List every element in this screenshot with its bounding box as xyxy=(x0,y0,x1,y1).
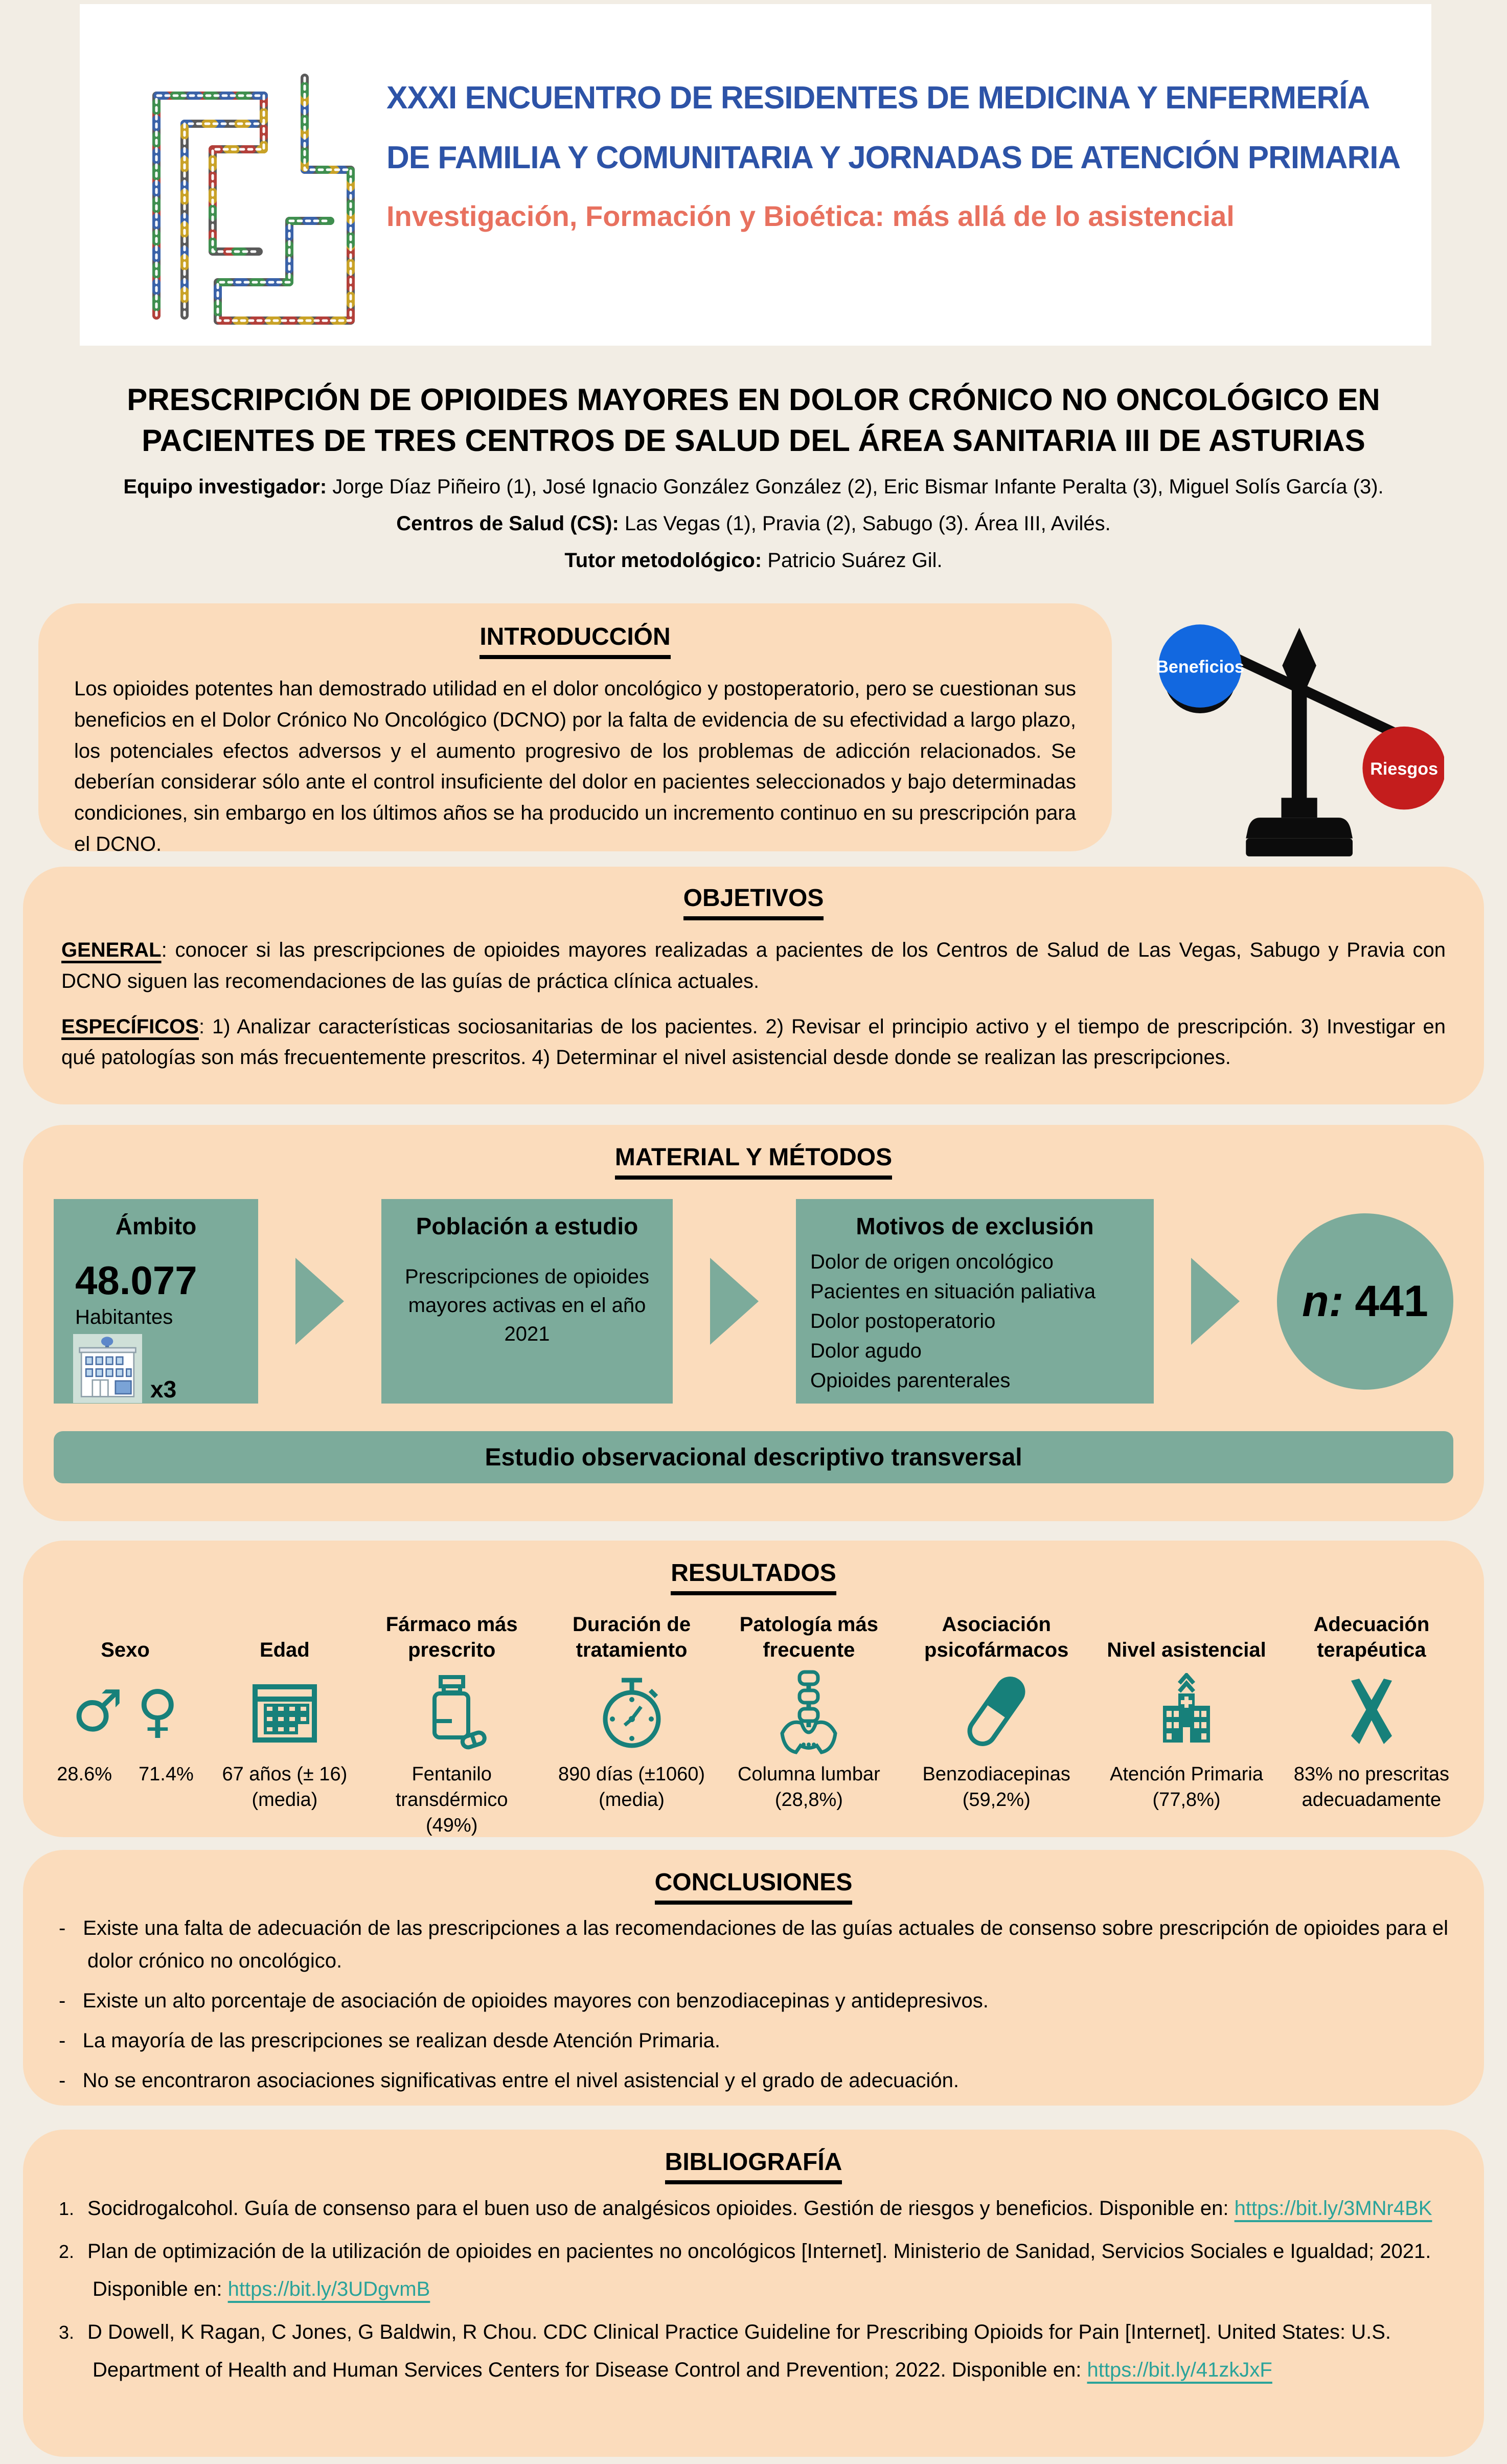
result-col-asociacion xyxy=(904,1609,1088,1838)
credit-team-label: Equipo investigador: xyxy=(123,476,333,498)
asociacion-value: Benzodiacepinas (59,2%) xyxy=(922,1764,1070,1811)
general-label: GENERAL xyxy=(61,939,162,961)
flow-arrow-icon xyxy=(295,1258,344,1345)
methods-flow xyxy=(54,1199,1453,1404)
sample-size-value: 441 xyxy=(1355,1276,1428,1326)
resultados-heading: RESULTADOS xyxy=(671,1559,836,1595)
exclusion-list xyxy=(810,1247,1139,1395)
reference-link[interactable]: https://bit.ly/41zkJxF xyxy=(1087,2359,1272,2381)
edad-value: 67 años (± 16) (media) xyxy=(222,1764,348,1811)
male-icon: ♂ xyxy=(72,1678,124,1745)
ambito-title: Ámbito xyxy=(115,1213,197,1239)
bibliografia-heading: BIBLIOGRAFÍA xyxy=(665,2148,842,2184)
result-col-edad xyxy=(216,1609,354,1838)
flow-arrow-icon xyxy=(710,1258,759,1345)
sexo-header: Sexo xyxy=(101,1639,150,1661)
maze-rope-logo-icon xyxy=(136,64,361,331)
objetivos-especificos xyxy=(61,1011,1446,1074)
ambito-box xyxy=(54,1199,258,1404)
beneficios-label: Beneficios xyxy=(1156,657,1245,677)
introduccion-text: Los opioides potentes han demostrado utilidad en el dolor oncológico y postoperatorio, pero se cuestionan sus beneficios en el Dolor Crónico No Oncológico (DCNO) por la falta de evidencia de su efectividad a largo plazo, los potenciales efectos adversos y el aumento progresivo de los problemas de adicción relacionados. Se deberían considerar sólo ante el control insuficiente del dolor en pacientes seleccionados y bajo determinadas condiciones, sin embargo en los últimos años se ha producido un incremento continuo en su prescripción para el DCNO. xyxy=(74,677,1076,855)
capsule-icon xyxy=(958,1670,1035,1752)
congress-subtitle: Investigación, Formación y Bioética: más allá de lo asistencial xyxy=(386,200,1235,232)
poster-title-line2: PACIENTES DE TRES CENTROS DE SALUD DEL ÁREA SANITARIA III DE ASTURIAS xyxy=(142,423,1365,458)
congress-title-line1: XXXI ENCUENTRO DE RESIDENTES DE MEDICINA Y ENFERMERÍA xyxy=(386,80,1370,116)
study-design-bar: Estudio observacional descriptivo transversal xyxy=(54,1431,1453,1483)
section-conclusiones xyxy=(23,1850,1484,2106)
reference-number: 3. xyxy=(59,2322,75,2343)
section-resultados xyxy=(23,1541,1484,1837)
exclusion-item: Pacientes en situación paliativa xyxy=(810,1280,1096,1303)
reference-item xyxy=(59,2313,1448,2389)
motivos-exclusion-box xyxy=(796,1199,1154,1404)
reference-text: D Dowell, K Ragan, C Jones, G Baldwin, R Chou. CDC Clinical Practice Guideline for Prescribing Opioids for Pain [Internet]. United States: U.S. Department of Health and Human Services Centers for Disease Control and Prevention; 2022. Disponible en: xyxy=(87,2321,1391,2381)
balance-scale-icon xyxy=(1137,583,1444,862)
edad-header: Edad xyxy=(259,1639,310,1661)
hospital-building-icon xyxy=(1151,1673,1222,1750)
sample-size-label: n: xyxy=(1302,1276,1344,1326)
population-count: 48.077 xyxy=(75,1258,197,1303)
credits xyxy=(0,468,1507,579)
reference-item xyxy=(59,2232,1448,2308)
metodos-heading: MATERIAL Y MÉTODOS xyxy=(615,1143,892,1180)
calendar-icon xyxy=(249,1676,321,1747)
adecuacion-header: Adecuación terapéutica xyxy=(1313,1613,1430,1661)
stopwatch-icon xyxy=(596,1673,668,1750)
especificos-text: : 1) Analizar características sociosanitarias de los pacientes. 2) Revisar el principio activo y el tiempo de prescripción. 3) Investigar en qué patologías son más frecuentemente prescritos. 4) Determinar el nivel asistencial desde donde se realizan las prescripciones. xyxy=(61,1015,1446,1069)
riesgos-label: Riesgos xyxy=(1370,759,1438,779)
duracion-value: 890 días (±1060) (media) xyxy=(558,1764,705,1811)
result-col-nivel xyxy=(1102,1609,1271,1838)
section-objetivos xyxy=(23,867,1484,1104)
reference-item xyxy=(59,2189,1448,2227)
reference-link[interactable]: https://bit.ly/3MNr4BK xyxy=(1234,2197,1432,2220)
flow-arrow-icon xyxy=(1191,1258,1240,1345)
objetivo-general xyxy=(61,935,1446,997)
section-material-metodos xyxy=(23,1125,1484,1521)
congress-titles xyxy=(386,80,1414,233)
credit-team-text: Jorge Díaz Piñeiro (1), José Ignacio González González (2), Eric Bismar Infante Peralta (3), Miguel Solís García (3). xyxy=(332,476,1384,498)
patologia-value: Columna lumbar (28,8%) xyxy=(737,1764,880,1811)
female-percentage: 71.4% xyxy=(139,1764,194,1785)
asociacion-header: Asociación psicofármacos xyxy=(924,1613,1069,1661)
exclusion-title: Motivos de exclusión xyxy=(856,1213,1094,1239)
credit-centers xyxy=(0,505,1507,542)
farmaco-header: Fármaco más prescrito xyxy=(385,1613,518,1661)
reference-link[interactable]: https://bit.ly/3UDgvmB xyxy=(227,2278,430,2300)
exclusion-item: Opioides parenterales xyxy=(810,1369,1011,1392)
poster-title-line1: PRESCRIPCIÓN DE OPIOIDES MAYORES EN DOLOR CRÓNICO NO ONCOLÓGICO EN xyxy=(127,382,1380,417)
conclusion-item: - Existe una falta de adecuación de las prescripciones a las recomendaciones de las guías actuales de consenso sobre prescripción de opioides para el dolor crónico no oncológico. xyxy=(59,1912,1448,1977)
introduccion-heading: INTRODUCCIÓN xyxy=(480,623,670,659)
sample-size-circle xyxy=(1277,1213,1453,1390)
population-unit: Habitantes xyxy=(75,1306,173,1328)
reference-text: Socidrogalcohol. Guía de consenso para el buen uso de analgésicos opioides. Gestión de riesgos y beneficios. Disponible en: xyxy=(87,2197,1235,2220)
especificos-label: ESPECÍFICOS xyxy=(61,1015,199,1038)
congress-title-line2: DE FAMILIA Y COMUNITARIA Y JORNADAS DE ATENCIÓN PRIMARIA xyxy=(386,140,1401,175)
poblacion-box xyxy=(381,1199,673,1404)
results-row xyxy=(49,1609,1458,1838)
reference-text: Plan de optimización de la utilización de opioides en pacientes no oncológicos [Internet]. Ministerio de Sanidad, Servicios Sociales e Igualdad; 2021. Disponible en: xyxy=(87,2240,1431,2300)
medicine-bottle-icon xyxy=(416,1673,488,1750)
result-col-sexo xyxy=(49,1609,202,1838)
poblacion-text: Prescripciones de opioides mayores activas en el año 2021 xyxy=(404,1265,650,1345)
reference-number: 1. xyxy=(59,2198,75,2219)
nivel-header: Nivel asistencial xyxy=(1107,1639,1266,1661)
section-bibliografia xyxy=(23,2130,1484,2457)
risk-benefit-scale-graphic xyxy=(1137,583,1444,862)
result-col-duracion xyxy=(550,1609,714,1838)
health-center-building-icon xyxy=(73,1334,142,1403)
patologia-header: Patología más frecuente xyxy=(739,1613,878,1661)
header-band xyxy=(80,4,1431,346)
conclusiones-heading: CONCLUSIONES xyxy=(655,1868,853,1905)
poster-title xyxy=(0,379,1507,461)
credit-tutor xyxy=(0,542,1507,579)
duracion-header: Duración de tratamiento xyxy=(572,1613,691,1661)
nivel-value: Atención Primaria (77,8%) xyxy=(1110,1764,1264,1811)
objetivos-heading: OBJETIVOS xyxy=(683,884,824,920)
credit-centers-text: Las Vegas (1), Pravia (2), Sabugo (3). Área III, Avilés. xyxy=(624,512,1111,535)
reference-number: 2. xyxy=(59,2241,75,2262)
section-introduccion xyxy=(38,603,1112,855)
result-col-adecuacion xyxy=(1285,1609,1458,1838)
conclusion-item: - No se encontraron asociaciones significativas entre el nivel asistencial y el grado de adecuación. xyxy=(59,2064,1448,2097)
result-col-farmaco xyxy=(368,1609,536,1838)
result-col-patologia xyxy=(727,1609,890,1838)
x-mark-icon xyxy=(1336,1676,1407,1747)
male-percentage: 28.6% xyxy=(57,1764,112,1785)
credit-centers-label: Centros de Salud (CS): xyxy=(396,512,625,535)
conclusion-item: - La mayoría de las prescripciones se realizan desde Atención Primaria. xyxy=(59,2024,1448,2057)
conclusion-item: - Existe un alto porcentaje de asociación de opioides mayores con benzodiacepinas y antidepresivos. xyxy=(59,1984,1448,2017)
credit-tutor-text: Patricio Suárez Gil. xyxy=(767,549,943,572)
spine-icon xyxy=(773,1668,844,1755)
exclusion-item: Dolor postoperatorio xyxy=(810,1310,996,1332)
exclusion-item: Dolor de origen oncológico xyxy=(810,1251,1054,1273)
adecuacion-value: 83% no prescritas adecuadamente xyxy=(1293,1764,1449,1811)
credit-tutor-label: Tutor metodológico: xyxy=(564,549,768,572)
farmaco-value: Fentanilo transdérmico (49%) xyxy=(395,1764,508,1837)
general-text: : conocer si las prescripciones de opioides mayores realizadas a pacientes de los Centros de Salud de Las Vegas, Sabugo y Pravia con DCNO siguen las recomendaciones de las guías de práctica clínica actuales. xyxy=(61,939,1446,992)
poblacion-title: Población a estudio xyxy=(416,1213,638,1239)
exclusion-item: Dolor agudo xyxy=(810,1340,922,1362)
female-icon: ♀ xyxy=(136,1678,179,1745)
center-multiplier: x3 xyxy=(150,1376,177,1403)
credit-team xyxy=(0,468,1507,505)
